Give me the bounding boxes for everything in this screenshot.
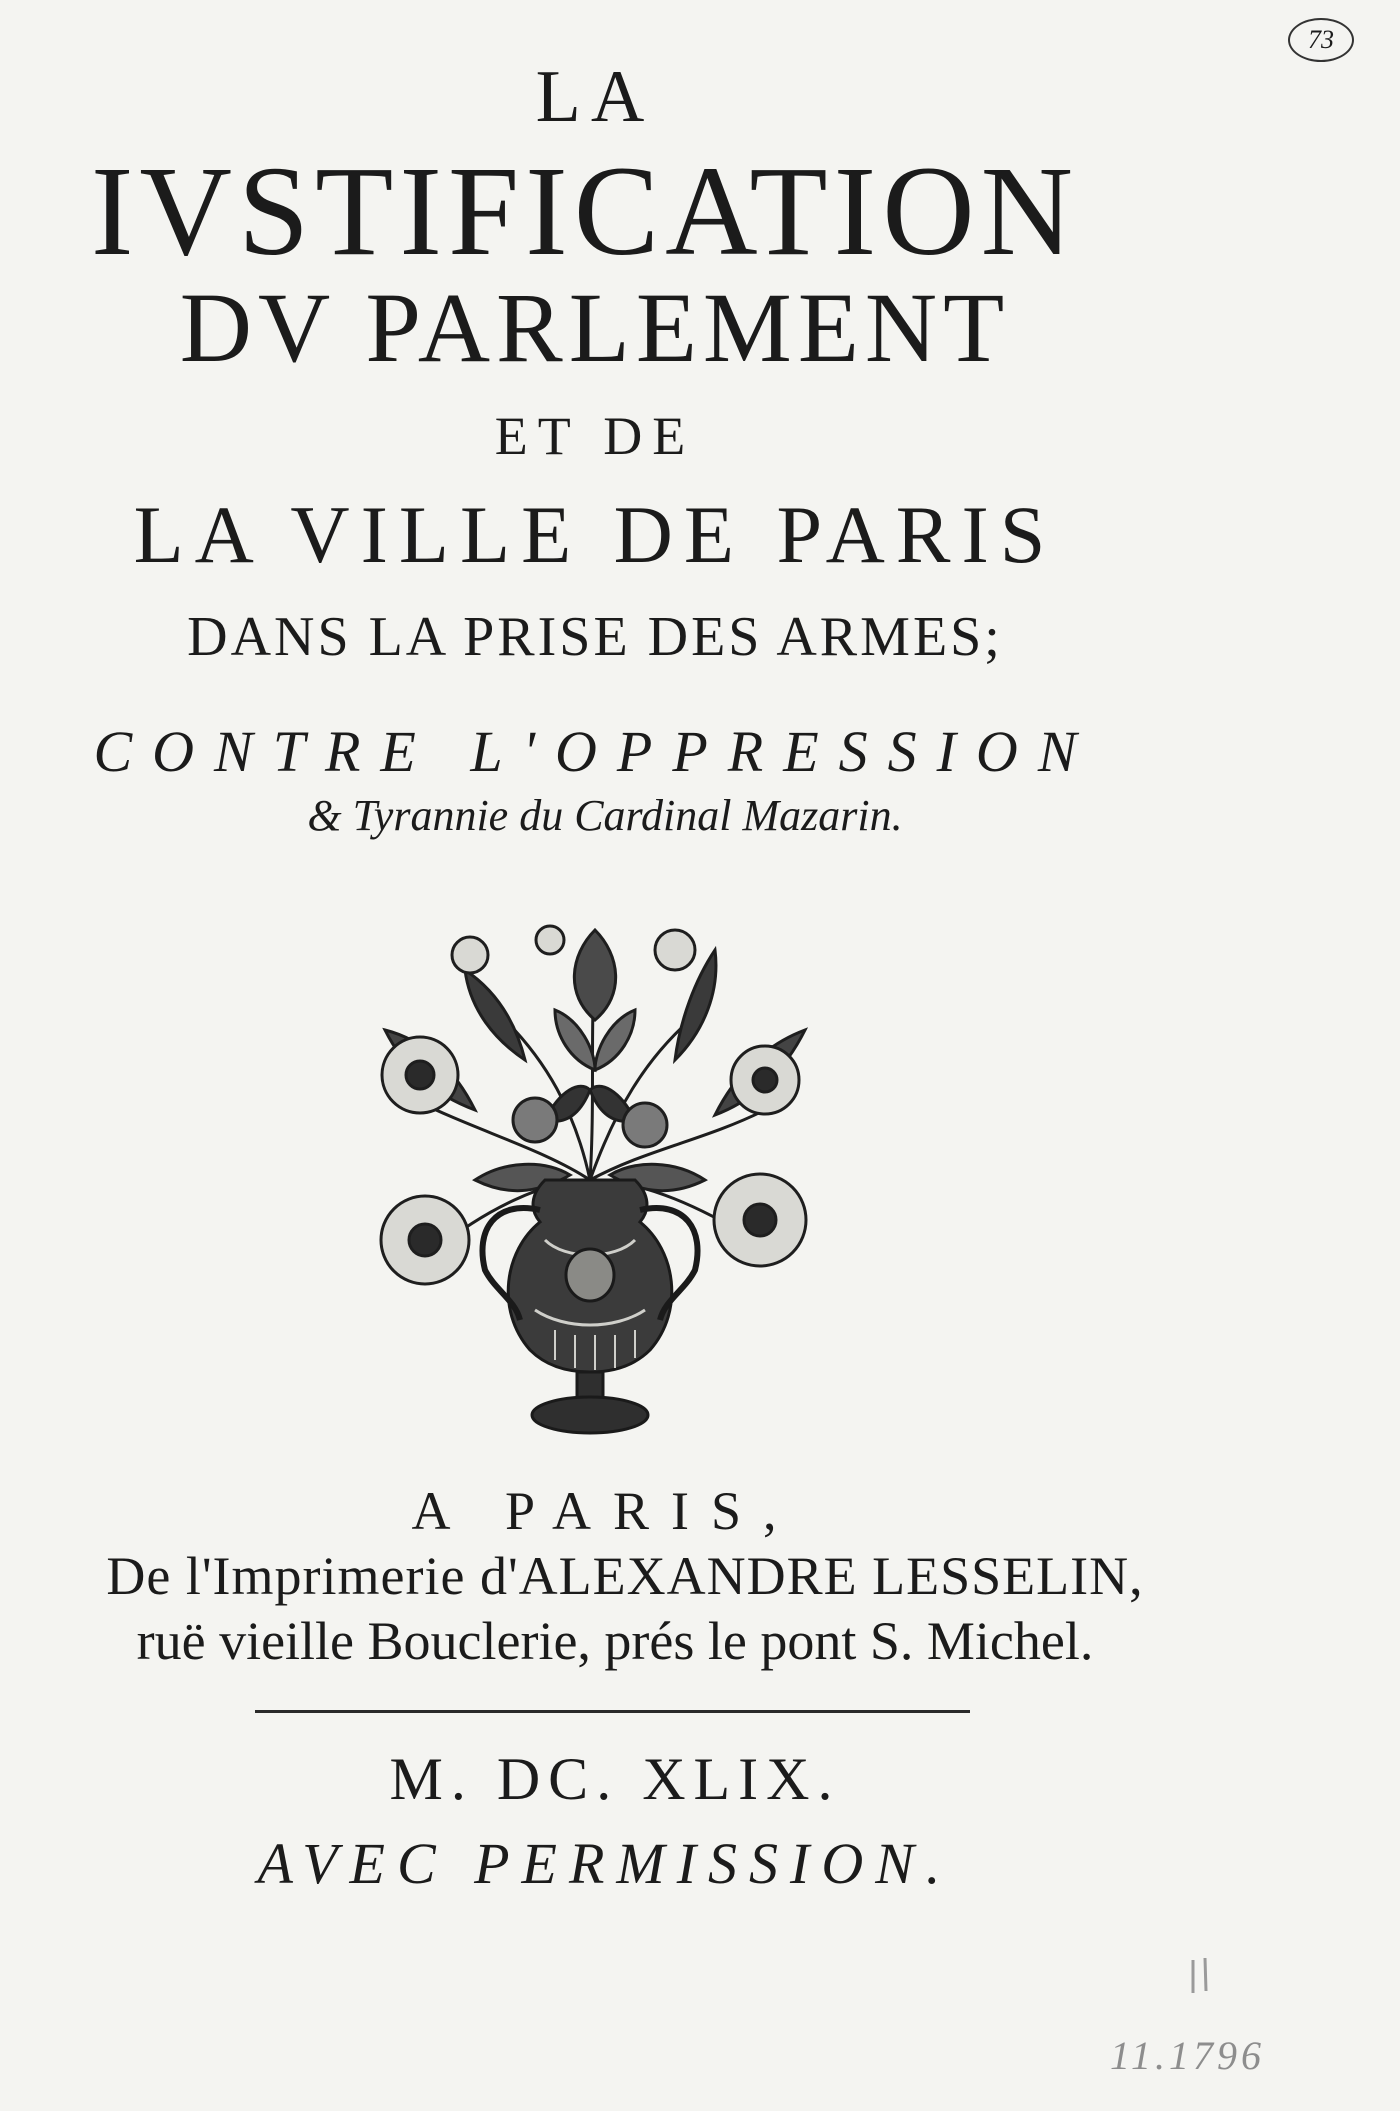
title-line-ville-de-paris: LA VILLE DE PARIS (133, 489, 1057, 580)
title-line-parlement: DV PARLEMENT (179, 272, 1011, 383)
folio-number: 73 (1288, 18, 1354, 62)
divider-rule (255, 1710, 970, 1713)
flower-vase-icon (345, 910, 835, 1450)
title-line-la: LA (535, 56, 655, 138)
title-line-contre: CONTRE L'OPPRESSION (93, 719, 1097, 784)
title-line-tyrannie: & Tyrannie du Cardinal Mazarin. (307, 791, 903, 840)
shelfmark: 11.1796 (1110, 2033, 1266, 2078)
imprint-address: ruë vieille Bouclerie, prés le pont S. Michel. (136, 1611, 1094, 1671)
title-line-et-de: ET DE (494, 406, 696, 466)
pencil-mark-icon (1185, 1955, 1215, 2000)
publication-year: M. DC. XLIX. (389, 1746, 841, 1812)
title-line-prise-des-armes: DANS LA PRISE DES ARMES; (187, 606, 1003, 668)
permission-line: AVEC PERMISSION. (257, 1831, 953, 1896)
imprint-place: A PARIS, (411, 1481, 799, 1541)
title-line-justification: IVSTIFICATION (90, 140, 1080, 282)
imprint-printer: De l'Imprimerie d'ALEXANDRE LESSELIN, (106, 1546, 1144, 1606)
